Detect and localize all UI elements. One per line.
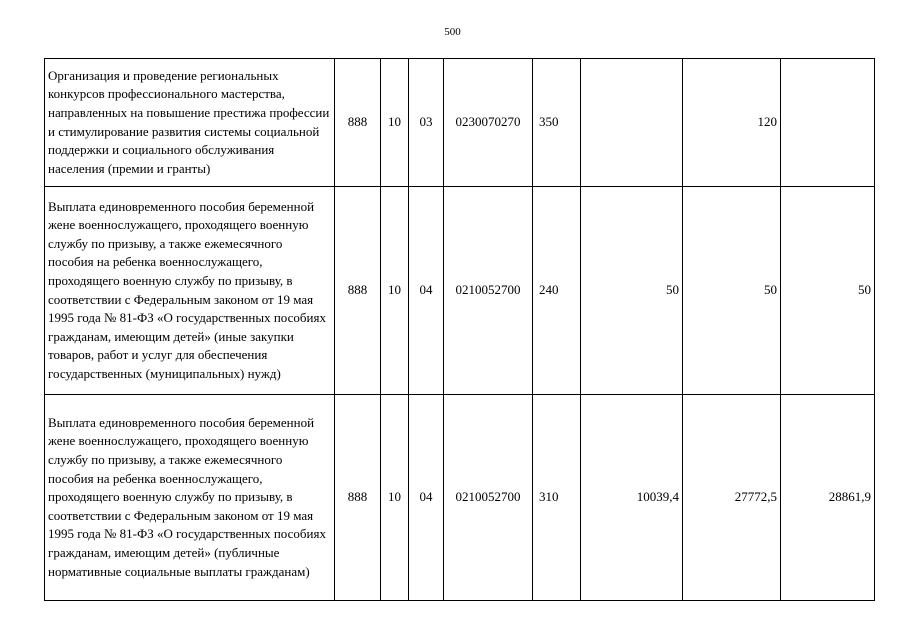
amount-year-2: 50 (683, 187, 781, 395)
table-row (45, 187, 875, 395)
section-code: 10 (381, 395, 409, 601)
target-article-code: 0230070270 (444, 59, 533, 187)
subsection-code: 03 (409, 59, 444, 187)
target-article-code: 0210052700 (444, 395, 533, 601)
amount-year-1: 50 (581, 187, 683, 395)
section-code: 10 (381, 59, 409, 187)
item-name: Выплата единовременного пособия беременной жене военнослужащего, проходящего военную службу по призыву, а также ежемесячного пособия на ребенка военнослужащего, проходящего военную службу по призыву, в соответствии с Федеральным законом от 19 мая 1995 года № 81-ФЗ «О государственных пособиях гражданам, имеющим детей» (иные закупки товаров, работ и услуг для обеспечения государственных (муниципальных) нужд) (45, 187, 335, 395)
table-row (45, 59, 875, 187)
page-number: 500 (444, 26, 461, 38)
amount-year-1 (581, 59, 683, 187)
amount-year-2: 27772,5 (683, 395, 781, 601)
amount-year-1: 10039,4 (581, 395, 683, 601)
expense-type-code: 350 (533, 59, 581, 187)
subsection-code: 04 (409, 395, 444, 601)
subsection-code: 04 (409, 187, 444, 395)
amount-year-3: 28861,9 (781, 395, 875, 601)
amount-year-3: 50 (781, 187, 875, 395)
amount-year-3 (781, 59, 875, 187)
grbs-code: 888 (335, 395, 381, 601)
section-code: 10 (381, 187, 409, 395)
grbs-code: 888 (335, 59, 381, 187)
item-name: Организация и проведение региональных конкурсов профессионального мастерства, направленных на повышение престижа профессии и стимулирование развития системы социальной поддержки и социального обслуживания населения (премии и гранты) (45, 59, 335, 187)
expense-type-code: 310 (533, 395, 581, 601)
grbs-code: 888 (335, 187, 381, 395)
expense-type-code: 240 (533, 187, 581, 395)
budget-table (44, 58, 875, 601)
amount-year-2: 120 (683, 59, 781, 187)
table-row (45, 395, 875, 601)
target-article-code: 0210052700 (444, 187, 533, 395)
item-name: Выплата единовременного пособия беременной жене военнослужащего, проходящего военную службу по призыву, а также ежемесячного пособия на ребенка военнослужащего, проходящего военную службу по призыву, в соответствии с Федеральным законом от 19 мая 1995 года № 81-ФЗ «О государственных пособиях гражданам, имеющим детей» (публичные нормативные социальные выплаты гражданам) (45, 395, 335, 601)
